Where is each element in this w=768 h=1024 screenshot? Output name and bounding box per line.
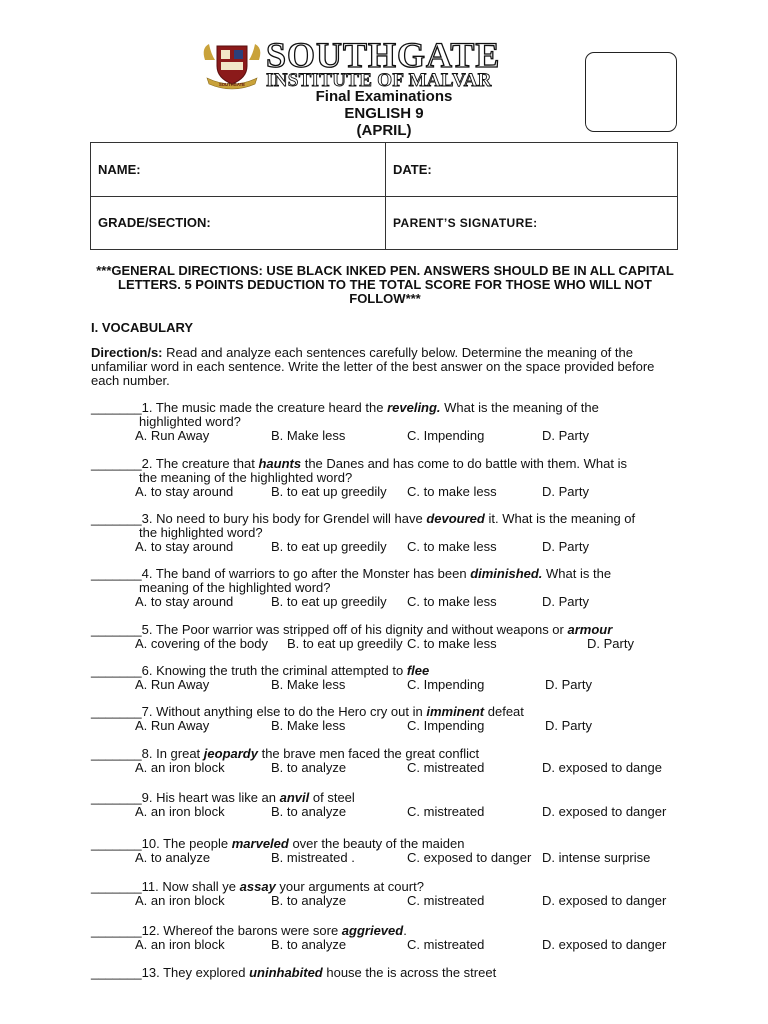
highlighted-word: haunts bbox=[258, 456, 302, 471]
question-item bbox=[91, 837, 691, 865]
answer-option: A. to stay around bbox=[135, 594, 234, 609]
answer-option: C. mistreated bbox=[407, 893, 485, 908]
answer-option: B. to eat up greedily bbox=[287, 636, 403, 651]
answer-option: B. Make less bbox=[271, 718, 346, 733]
question-text: 5. The Poor warrior was stripped off of his dignity and without weapons or bbox=[141, 622, 568, 637]
answer-options bbox=[91, 894, 691, 908]
school-name-line2: INSTITUTE OF MALVAR bbox=[266, 70, 492, 91]
school-name bbox=[266, 35, 566, 91]
answer-option: C. to make less bbox=[407, 484, 497, 499]
answer-option: D. exposed to danger bbox=[542, 893, 667, 908]
section-title: I. VOCABULARY bbox=[91, 320, 194, 335]
answer-blank[interactable]: _______ bbox=[91, 790, 142, 805]
answer-options bbox=[91, 761, 691, 775]
question-stem bbox=[91, 966, 691, 980]
question-text: 9. His heart was like an bbox=[141, 790, 280, 805]
answer-option: C. to make less bbox=[407, 594, 497, 609]
answer-blank[interactable]: _______ bbox=[91, 879, 142, 894]
answer-option: D. exposed to danger bbox=[542, 804, 667, 819]
answer-option: B. to analyze bbox=[271, 760, 347, 775]
question-item bbox=[91, 512, 691, 554]
school-name-line1: SOUTHGATE bbox=[266, 35, 501, 75]
answer-option: D. Party bbox=[545, 718, 592, 733]
question-text: 6. Knowing the truth the criminal attempted to bbox=[141, 663, 407, 678]
answer-option: C. mistreated bbox=[407, 804, 485, 819]
answer-option: C. to make less bbox=[407, 636, 497, 651]
question-text: 10. The people bbox=[141, 836, 232, 851]
question-text: 11. Now shall ye bbox=[141, 879, 240, 894]
answer-blank[interactable]: _______ bbox=[91, 663, 142, 678]
highlighted-word: aggrieved bbox=[341, 923, 404, 938]
question-item bbox=[91, 924, 691, 952]
answer-option: A. to analyze bbox=[135, 850, 211, 865]
question-continuation: meaning of the highlighted word? bbox=[139, 580, 331, 595]
question-text: 12. Whereof the barons were sore bbox=[141, 923, 342, 938]
question-text: 7. Without anything else to do the Hero cry out in bbox=[141, 704, 427, 719]
answer-option: B. to analyze bbox=[271, 893, 347, 908]
question-text: 1. The music made the creature heard the bbox=[141, 400, 388, 415]
question-item bbox=[91, 791, 691, 819]
answer-option: C. mistreated bbox=[407, 760, 485, 775]
answer-blank[interactable]: _______ bbox=[91, 456, 142, 471]
answer-option: C. mistreated bbox=[407, 937, 485, 952]
answer-option: D. exposed to danger bbox=[542, 937, 667, 952]
question-text: What is the meaning of the bbox=[440, 400, 599, 415]
answer-option: D. exposed to dange bbox=[542, 760, 662, 775]
question-stem bbox=[91, 623, 691, 637]
question-text: 8. In great bbox=[141, 746, 204, 761]
directions bbox=[91, 346, 677, 388]
question-item bbox=[91, 747, 691, 775]
question-stem bbox=[91, 457, 691, 471]
answer-options bbox=[91, 678, 691, 692]
answer-options bbox=[91, 805, 691, 819]
question-text: . bbox=[403, 923, 407, 938]
highlighted-word: jeopardy bbox=[203, 746, 258, 761]
answer-option: D. intense surprise bbox=[542, 850, 651, 865]
question-item bbox=[91, 401, 691, 443]
answer-options bbox=[91, 719, 691, 733]
question-continuation: the meaning of the highlighted word? bbox=[139, 470, 353, 485]
name-field[interactable]: NAME: bbox=[91, 143, 386, 197]
question-text: defeat bbox=[484, 704, 524, 719]
answer-option: A. an iron block bbox=[135, 760, 225, 775]
directions-label: Direction/s: bbox=[91, 345, 163, 360]
answer-option: B. Make less bbox=[271, 428, 346, 443]
question-text: it. What is the meaning of bbox=[484, 511, 636, 526]
grade-section-field[interactable]: GRADE/SECTION: bbox=[91, 196, 386, 250]
answer-option: B. to eat up greedily bbox=[271, 594, 387, 609]
question-continuation: the highlighted word? bbox=[139, 525, 263, 540]
question-stem bbox=[91, 664, 691, 678]
question-text: the Danes and has come to do battle with them. What is bbox=[301, 456, 627, 471]
answer-option: D. Party bbox=[542, 428, 589, 443]
answer-options bbox=[91, 429, 691, 443]
question-item bbox=[91, 880, 691, 908]
answer-option: D. Party bbox=[542, 539, 589, 554]
answer-option: B. to eat up greedily bbox=[271, 539, 387, 554]
highlighted-word: devoured bbox=[426, 511, 485, 526]
answer-option: A. an iron block bbox=[135, 893, 225, 908]
question-text: 4. The band of warriors to go after the Monster has been bbox=[141, 566, 471, 581]
question-stem bbox=[91, 747, 691, 761]
answer-option: C. Impending bbox=[407, 428, 485, 443]
answer-options bbox=[91, 595, 691, 609]
answer-blank[interactable]: _______ bbox=[91, 622, 142, 637]
question-text: 13. They explored bbox=[141, 965, 250, 980]
question-stem bbox=[91, 512, 691, 526]
answer-options bbox=[91, 637, 691, 651]
question-item bbox=[91, 664, 691, 692]
answer-option: D. Party bbox=[542, 594, 589, 609]
highlighted-word: imminent bbox=[426, 704, 485, 719]
highlighted-word: anvil bbox=[279, 790, 310, 805]
question-text: 2. The creature that bbox=[141, 456, 259, 471]
answer-option: D. Party bbox=[542, 484, 589, 499]
answer-blank[interactable]: _______ bbox=[91, 746, 142, 761]
date-field[interactable]: DATE: bbox=[386, 143, 678, 197]
question-item bbox=[91, 705, 691, 733]
highlighted-word: diminished. bbox=[470, 566, 543, 581]
answer-option: C. Impending bbox=[407, 677, 485, 692]
question-stem bbox=[91, 791, 691, 805]
question-text: 3. No need to bury his body for Grendel will have bbox=[141, 511, 427, 526]
answer-option: A. to stay around bbox=[135, 539, 234, 554]
exam-title-line1: Final Examinations bbox=[315, 88, 453, 105]
answer-blank[interactable]: _______ bbox=[91, 923, 142, 938]
question-item bbox=[91, 966, 691, 980]
question-stem bbox=[91, 401, 691, 415]
question-stem bbox=[91, 880, 691, 894]
question-item bbox=[91, 457, 691, 499]
question-text: What is the bbox=[542, 566, 612, 581]
question-text: over the beauty of the maiden bbox=[288, 836, 465, 851]
question-text: house the is across the street bbox=[322, 965, 497, 980]
answer-option: A. an iron block bbox=[135, 804, 225, 819]
answer-option: A. to stay around bbox=[135, 484, 234, 499]
question-stem bbox=[91, 837, 691, 851]
answer-options bbox=[91, 485, 691, 499]
question-item bbox=[91, 567, 691, 609]
answer-option: A. covering of the body bbox=[135, 636, 268, 651]
answer-option: A. an iron block bbox=[135, 937, 225, 952]
answer-option: B. mistreated . bbox=[271, 850, 355, 865]
question-text: of steel bbox=[309, 790, 355, 805]
answer-option: B. Make less bbox=[271, 677, 346, 692]
answer-option: D. Party bbox=[587, 636, 634, 651]
crest-ribbon-text: SOUTHGATE bbox=[219, 82, 245, 87]
school-crest-icon bbox=[201, 40, 263, 90]
highlighted-word: armour bbox=[567, 622, 613, 637]
answer-option: B. to eat up greedily bbox=[271, 484, 387, 499]
parent-signature-field[interactable]: PARENT’S SIGNATURE: bbox=[386, 196, 678, 250]
exam-title-line2: ENGLISH 9 bbox=[344, 105, 424, 122]
question-text: the brave men faced the great conflict bbox=[257, 746, 480, 761]
exam-title-line3: (APRIL) bbox=[356, 122, 412, 139]
question-stem bbox=[91, 924, 691, 938]
directions-text: Read and analyze each sentences carefully below. Determine the meaning of the unfamiliar word in each sentence. Write the letter of the best answer on the space provided before each number. bbox=[91, 345, 655, 388]
answer-option: C. exposed to danger bbox=[407, 850, 532, 865]
question-text: your arguments at court? bbox=[275, 879, 424, 894]
highlighted-word: marveled bbox=[231, 836, 289, 851]
question-stem bbox=[91, 567, 691, 581]
general-directions: ***GENERAL DIRECTIONS: USE BLACK INKED PEN. ANSWERS SHOULD BE IN ALL CAPITAL LETTERS. 5 POINTS DEDUCTION TO THE TOTAL SCORE FOR THOSE WHO WILL NOT FOLLOW*** bbox=[96, 263, 674, 306]
answer-option: D. Party bbox=[545, 677, 592, 692]
answer-blank[interactable]: _______ bbox=[91, 511, 142, 526]
highlighted-word: uninhabited bbox=[249, 965, 323, 980]
answer-blank[interactable]: _______ bbox=[91, 566, 142, 581]
answer-blank[interactable]: _______ bbox=[91, 400, 142, 415]
question-item bbox=[91, 623, 691, 651]
answer-option: A. Run Away bbox=[135, 677, 210, 692]
answer-option: C. to make less bbox=[407, 539, 497, 554]
question-continuation: highlighted word? bbox=[139, 414, 241, 429]
answer-options bbox=[91, 851, 691, 865]
answer-option: A. Run Away bbox=[135, 718, 210, 733]
answer-option: B. to analyze bbox=[271, 804, 347, 819]
answer-option: C. Impending bbox=[407, 718, 485, 733]
answer-blank[interactable]: _______ bbox=[91, 704, 142, 719]
exam-title bbox=[0, 88, 768, 139]
answer-blank[interactable]: _______ bbox=[91, 836, 142, 851]
highlighted-word: flee bbox=[406, 663, 430, 678]
answer-options bbox=[91, 540, 691, 554]
highlighted-word: assay bbox=[239, 879, 276, 894]
answer-option: A. Run Away bbox=[135, 428, 210, 443]
question-stem bbox=[91, 705, 691, 719]
highlighted-word: reveling. bbox=[387, 400, 441, 415]
student-info-table bbox=[90, 142, 678, 250]
answer-blank[interactable]: _______ bbox=[91, 965, 142, 980]
answer-option: B. to analyze bbox=[271, 937, 347, 952]
answer-options bbox=[91, 938, 691, 952]
